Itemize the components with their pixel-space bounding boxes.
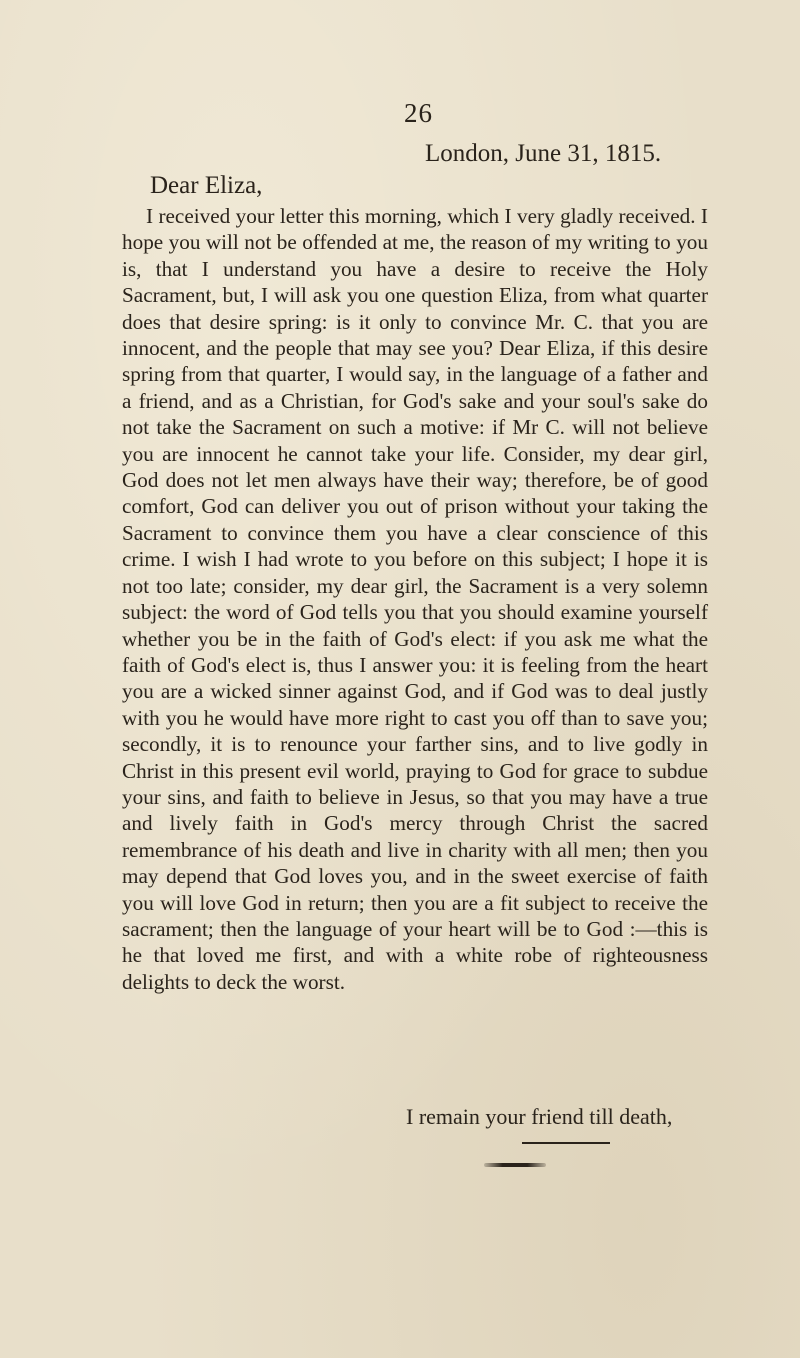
letter-dateline: London, June 31, 1815. [425,140,662,167]
letter-closing: I remain your friend till death, [406,1104,673,1129]
letter-salutation: Dear Eliza, [150,172,263,199]
ornamental-rule [484,1163,546,1167]
page-number: 26 [404,98,433,128]
letter-body [122,203,708,995]
divider-rule [522,1142,610,1144]
letter-body-paragraph: I received your letter this morning, which I very gladly received. I hope you will not be offended at me, the reason of my writing to you is, that I understand you have a desire to receive the Holy Sacrament, but, I will ask you one question Eliza, from what quarter does that desire spring: is it only to convince Mr. C. that you are innocent, and the people that may see you? Dear Eliza, if this desire spring from that quarter, I would say, in the language of a father and a friend, and as a Christian, for God's sake and your soul's sake do not take the Sacrament on such a motive: if Mr C. will not believe you are innocent he cannot take your life. Consider, my dear girl, God does not let men always have their way; therefore, be of good comfort, God can deliver you out of prison without your taking the Sacrament to convince them you have a clear conscience of this crime. I wish I had wrote to you before on this subject; I hope it is not too late; consider, my dear girl, the Sacrament is a very solemn subject: the word of God tells you that you should examine yourself whether you be in the faith of God's elect: if you ask me what the faith of God's elect is, thus I answer you: it is feeling from the heart you are a wicked sinner against God, and if God was to deal justly with you he would have more right to cast you off than to save you; secondly, it is to renounce your farther sins, and to live godly in Christ in this present evil world, praying to God for grace to subdue your sins, and faith to believe in Jesus, so that you may have a true and lively faith in God's mercy through Christ the sacred remembrance of his death and live in charity with all men; then you may depend that God loves you, and in the sweet exercise of faith you will love God in return; then you are a fit subject to receive the sacrament; then the language of your heart will be to God :—this is he that loved me first, and with a white robe of righteousness delights to deck the worst. [122,204,708,994]
